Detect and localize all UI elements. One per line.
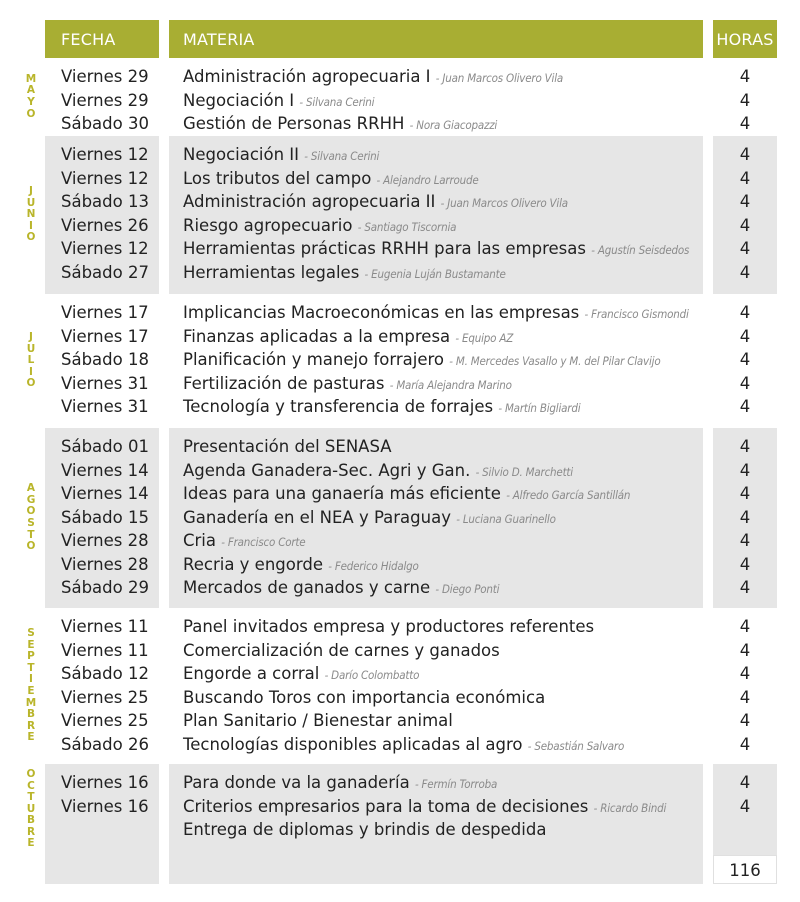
instructor-name: - Silvio D. Marchetti	[475, 464, 573, 479]
horas-cell: 4	[739, 145, 751, 164]
table-row	[0, 529, 800, 553]
materia-cell	[183, 615, 594, 641]
table-row	[0, 190, 800, 214]
month-section-julio	[0, 294, 800, 428]
month-letter: I	[29, 673, 33, 686]
materia-cell	[183, 237, 689, 263]
materia-cell	[183, 325, 513, 351]
fecha-cell: Viernes 11	[61, 617, 149, 636]
instructor-name: - Santiago Tiscornia	[357, 219, 457, 234]
month-letter: T	[27, 528, 35, 541]
horas-cell: 4	[739, 460, 751, 480]
header-materia	[169, 20, 703, 58]
materia-title: Para donde va la ganadería	[183, 773, 410, 792]
materia-cell	[183, 771, 497, 797]
materia-title: Plan Sanitario / Bienestar animal	[183, 711, 453, 730]
horas-cell: 4	[739, 711, 751, 730]
total-row	[0, 855, 800, 884]
materia-title: Engorde a corral	[183, 664, 320, 683]
materia-cell	[183, 818, 546, 844]
fecha-cell: Viernes 16	[61, 796, 149, 816]
table-row	[0, 395, 800, 419]
horas-cell: 4	[739, 531, 751, 550]
instructor-name: - Fermín Torroba	[414, 777, 498, 791]
fecha-cell: Viernes 31	[61, 373, 149, 393]
materia-title: Herramientas legales	[183, 262, 360, 282]
table-row	[0, 686, 800, 710]
materia-cell	[183, 506, 556, 532]
horas-cell: 4	[739, 192, 751, 211]
table-row	[0, 261, 800, 285]
instructor-name: - María Alejandra Marino	[389, 377, 512, 392]
materia-title: Planificación y manejo forrajero	[183, 350, 444, 369]
instructor-name: - M. Mercedes Vasallo y M. del Pilar Clavijo	[449, 354, 661, 368]
table-row	[0, 767, 800, 795]
instructor-name: - Alejandro Larroude	[376, 172, 479, 187]
fecha-cell: Sábado 30	[61, 114, 149, 133]
fecha-cell: Sábado 18	[61, 350, 149, 369]
instructor-name: - Silvana Cerini	[299, 94, 375, 109]
horas-cell: 4	[739, 554, 751, 574]
month-letter: U	[26, 342, 36, 355]
fecha-cell: Viernes 29	[61, 90, 149, 110]
materia-cell	[183, 261, 506, 287]
table-row	[0, 709, 800, 733]
month-section-junio	[0, 136, 800, 294]
month-letter: O	[26, 767, 36, 780]
materia-title: Fertilización de pasturas	[183, 373, 385, 393]
table-row	[0, 89, 800, 113]
horas-cell: 4	[739, 687, 751, 707]
materia-cell	[183, 395, 580, 421]
table-row	[0, 167, 800, 191]
month-letter: E	[27, 731, 35, 744]
materia-title: Riesgo agropecuario	[183, 215, 353, 235]
horas-cell: 4	[739, 773, 751, 792]
materia-title: Finanzas aplicadas a la empresa	[183, 326, 451, 346]
fecha-cell: Viernes 17	[61, 326, 149, 346]
materia-cell	[183, 348, 660, 374]
instructor-name: - Eugenia Luján Bustamante	[364, 266, 506, 281]
fecha-cell: Viernes 17	[61, 303, 149, 322]
horas-cell: 4	[739, 484, 751, 503]
table-row	[0, 639, 800, 663]
fecha-cell: Viernes 12	[61, 239, 149, 258]
instructor-name: - Juan Marcos Olivero Vila	[435, 71, 564, 85]
table-row	[0, 553, 800, 577]
month-letter: O	[26, 107, 36, 120]
month-letter: J	[29, 185, 33, 198]
month-letter: L	[27, 354, 35, 367]
month-section-agosto	[0, 428, 800, 608]
fecha-cell: Viernes 28	[61, 531, 149, 550]
month-letter: A	[26, 482, 36, 495]
instructor-name: - Francisco Gismondi	[584, 307, 689, 321]
materia-title: Ganadería en el NEA y Paraguay	[183, 507, 451, 527]
table-row	[0, 662, 800, 686]
instructor-name: - Agustín Seisdedos	[591, 243, 690, 257]
instructor-name: - Juan Marcos Olivero Vila	[440, 196, 568, 210]
fecha-cell: Viernes 12	[61, 168, 149, 188]
materia-title: Negociación II	[183, 145, 300, 164]
instructor-name: - Sebastián Salvaro	[527, 738, 625, 753]
month-letter: O	[26, 231, 36, 244]
materia-cell	[183, 112, 497, 138]
instructor-name: - Federico Hidalgo	[328, 558, 419, 573]
materia-title: Comercialización de carnes y ganados	[183, 640, 500, 660]
horas-cell: 4	[739, 578, 751, 597]
materia-cell	[183, 733, 624, 759]
fecha-cell: Viernes 16	[61, 773, 149, 792]
materia-title: Presentación del SENASA	[183, 437, 392, 456]
header-materia-label: MATERIA	[183, 30, 255, 49]
horas-cell: 4	[739, 326, 751, 346]
month-letter: P	[27, 650, 35, 663]
materia-cell	[183, 459, 573, 485]
table-row	[0, 372, 800, 396]
month-letter: N	[26, 208, 36, 221]
horas-cell: 4	[739, 303, 751, 322]
fecha-cell: Viernes 31	[61, 397, 149, 416]
materia-cell	[183, 576, 499, 602]
month-letter: E	[27, 638, 35, 651]
fecha-cell: Viernes 12	[61, 145, 149, 164]
table-row	[0, 325, 800, 349]
fecha-cell: Sábado 15	[61, 507, 149, 527]
month-letter: U	[26, 196, 36, 209]
horas-cell: 4	[739, 114, 751, 133]
header-fecha	[45, 20, 159, 58]
fecha-cell: Sábado 12	[61, 664, 149, 683]
materia-cell	[183, 709, 453, 735]
horas-cell: 4	[739, 239, 751, 258]
month-letter: E	[27, 685, 35, 697]
materia-title: Criterios empresarios para la toma de decisiones	[183, 796, 589, 816]
materia-title: Gestión de Personas RRHH	[183, 114, 405, 133]
horas-cell: 4	[739, 168, 751, 188]
month-letter: I	[29, 365, 33, 378]
materia-title: Negociación I	[183, 90, 295, 110]
materia-title: Panel invitados empresa y productores referentes	[183, 617, 595, 636]
instructor-name: - Silvana Cerini	[304, 149, 380, 163]
horas-cell: 4	[739, 640, 751, 660]
table-row	[0, 733, 800, 757]
fecha-cell: Viernes 26	[61, 215, 149, 235]
materia-cell	[183, 65, 563, 91]
month-letter: A	[26, 84, 36, 97]
table-row	[0, 818, 800, 842]
horas-cell: 4	[739, 215, 751, 235]
table-row	[0, 615, 800, 639]
fecha-cell: Sábado 26	[61, 734, 149, 754]
materia-title: Agenda Ganadera-Sec. Agri y Gan.	[183, 460, 471, 480]
month-letter: O	[26, 505, 36, 518]
month-letter: G	[26, 493, 36, 506]
table-row	[0, 435, 800, 459]
table-row	[0, 143, 800, 167]
header-horas	[713, 20, 777, 58]
instructor-name: - Nora Giacopazzi	[409, 118, 498, 132]
table-row	[0, 506, 800, 530]
horas-cell: 4	[739, 734, 751, 754]
month-letter: T	[27, 661, 35, 674]
fecha-cell: Viernes 14	[61, 484, 149, 503]
fecha-cell: Viernes 25	[61, 687, 149, 707]
fecha-cell: Viernes 14	[61, 460, 149, 480]
materia-title: Tecnología y transferencia de forrajes	[183, 397, 494, 416]
month-letter: M	[25, 696, 37, 709]
horas-cell: 4	[739, 617, 751, 636]
total-horas: 116	[713, 855, 777, 884]
materia-cell	[183, 190, 568, 216]
materia-title: Recria y engorde	[183, 554, 323, 574]
month-letter: E	[27, 837, 35, 850]
materia-cell	[183, 89, 374, 115]
instructor-name: - Luciana Guarinello	[456, 511, 556, 526]
instructor-name: - Martín Bigliardi	[498, 401, 581, 415]
materia-cell	[183, 143, 379, 169]
materia-title: Implicancias Macroeconómicas en las empresas	[183, 303, 580, 322]
instructor-name: - Darío Colombatto	[324, 668, 420, 682]
fecha-cell: Viernes 28	[61, 554, 149, 574]
month-section-octubre	[0, 764, 800, 855]
materia-title: Cria	[183, 531, 216, 550]
month-letter: R	[26, 719, 36, 732]
month-letter: O	[26, 377, 36, 390]
horas-cell: 4	[739, 664, 751, 683]
month-letter: I	[29, 219, 33, 232]
horas-cell: 4	[739, 796, 751, 816]
horas-cell: 4	[739, 262, 751, 282]
materia-cell	[183, 435, 392, 461]
fecha-cell: Sábado 01	[61, 437, 149, 456]
fecha-cell: Sábado 27	[61, 262, 149, 282]
materia-cell	[183, 686, 545, 712]
month-letter: O	[26, 540, 36, 553]
materia-title: Mercados de ganados y carne	[183, 578, 431, 597]
table-row	[0, 237, 800, 261]
materia-cell	[183, 214, 456, 240]
month-letter: Y	[27, 96, 35, 108]
month-letter: J	[29, 331, 33, 344]
header-fecha-label: FECHA	[61, 30, 116, 49]
horas-cell: 4	[739, 67, 751, 86]
materia-cell	[183, 372, 512, 398]
table-row	[0, 795, 800, 819]
fecha-cell: Viernes 29	[61, 67, 149, 86]
fecha-cell: Sábado 13	[61, 192, 149, 211]
horas-cell: 4	[739, 507, 751, 527]
fecha-cell: Viernes 25	[61, 711, 149, 730]
month-letter: C	[27, 779, 35, 792]
month-letter: B	[26, 814, 35, 827]
materia-title: Tecnologías disponibles aplicadas al agro	[183, 734, 523, 754]
materia-title: Los tributos del campo	[183, 168, 372, 188]
fecha-cell: Viernes 11	[61, 640, 149, 660]
materia-cell	[183, 301, 689, 327]
instructor-name: - Alfredo García Santillán	[506, 488, 631, 502]
table-row	[0, 214, 800, 238]
horas-cell: 4	[739, 437, 751, 456]
instructor-name: - Equipo AZ	[455, 330, 514, 345]
month-letter: S	[27, 627, 35, 640]
instructor-name: - Diego Ponti	[435, 582, 500, 596]
month-section-mayo	[0, 58, 800, 136]
month-section-septiembre	[0, 608, 800, 764]
materia-title: Entrega de diplomas y brindis de despedida	[183, 820, 547, 839]
month-letter: S	[27, 517, 35, 529]
horas-cell: 4	[739, 350, 751, 369]
month-letter: M	[25, 72, 37, 85]
materia-cell	[183, 529, 305, 555]
month-letter: B	[26, 708, 35, 721]
month-letter: R	[26, 825, 36, 838]
instructor-name: - Ricardo Bindi	[593, 800, 667, 815]
header-horas-label: HORAS	[716, 30, 774, 49]
table-row	[0, 65, 800, 89]
month-letter: U	[26, 802, 36, 815]
materia-title: Herramientas prácticas RRHH para las empresas	[183, 239, 586, 258]
materia-title: Administración agropecuaria II	[183, 192, 436, 211]
materia-title: Administración agropecuaria I	[183, 67, 431, 86]
horas-cell: 4	[739, 397, 751, 416]
table-row	[0, 576, 800, 600]
table-row	[0, 482, 800, 506]
materia-cell	[183, 639, 500, 665]
month-letter: T	[27, 791, 35, 804]
instructor-name: - Francisco Corte	[221, 535, 306, 549]
horas-cell: 4	[739, 373, 751, 393]
materia-cell	[183, 167, 479, 193]
materia-title: Buscando Toros con importancia económica	[183, 687, 546, 707]
materia-cell	[183, 553, 419, 579]
materia-cell	[183, 482, 630, 508]
table-row	[0, 348, 800, 372]
table-row	[0, 459, 800, 483]
table-row	[0, 301, 800, 325]
materia-cell	[183, 662, 419, 688]
table-row	[0, 112, 800, 136]
materia-cell	[183, 795, 666, 821]
fecha-cell: Sábado 29	[61, 578, 149, 597]
materia-title: Ideas para una ganaería más eficiente	[183, 484, 501, 503]
horas-cell: 4	[739, 90, 751, 110]
